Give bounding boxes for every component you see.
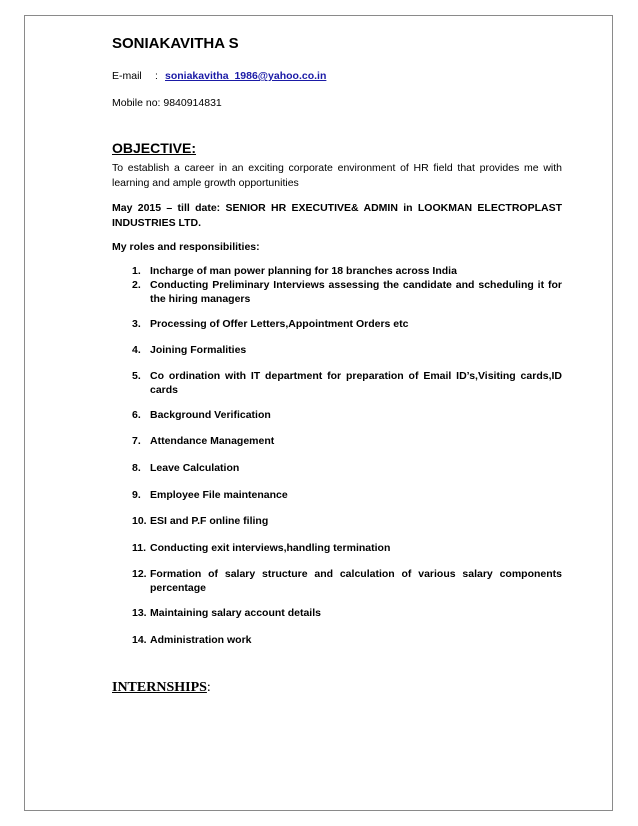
- list-item-number: 3.: [132, 318, 141, 330]
- list-item: [132, 434, 562, 448]
- email-link[interactable]: soniakavitha_1986@yahoo.co.in: [165, 70, 327, 82]
- list-item-text: Maintaining salary account details: [150, 607, 321, 619]
- list-item: [132, 514, 562, 528]
- list-item-text: Administration work: [150, 634, 252, 646]
- list-item: [132, 541, 562, 555]
- list-item-text: Formation of salary structure and calculation of various salary components percentage: [150, 568, 562, 594]
- internships-heading-colon: :: [206, 680, 211, 695]
- job-title: May 2015 – till date: SENIOR HR EXECUTIVE& ADMIN in LOOKMAN ELECTROPLAST INDUSTRIES LTD.: [112, 202, 562, 229]
- list-item-number: 9.: [132, 489, 141, 501]
- list-item-number: 6.: [132, 409, 141, 421]
- list-item-text: Incharge of man power planning for 18 branches across India: [150, 265, 457, 277]
- list-item: [132, 317, 562, 331]
- list-item: [132, 488, 562, 502]
- list-item: [132, 278, 562, 306]
- list-item-number: 11.: [132, 542, 147, 554]
- list-item-text: Conducting exit interviews,handling termination: [150, 542, 391, 554]
- list-item-number: 12.: [132, 568, 147, 580]
- list-item-number: 2.: [132, 279, 141, 291]
- internships-heading: [112, 680, 211, 696]
- list-item: [132, 606, 562, 620]
- list-item: [132, 343, 562, 357]
- list-item-text: Attendance Management: [150, 435, 275, 447]
- list-item: [132, 567, 562, 595]
- objective-text: To establish a career in an exciting corporate environment of HR field that provides me with learning and ample growth opportunities: [112, 162, 562, 189]
- list-item-number: 1.: [132, 265, 141, 277]
- list-item: [132, 408, 562, 422]
- list-item-number: 13.: [132, 607, 147, 619]
- list-item-text: Processing of Offer Letters,Appointment Orders etc: [150, 318, 409, 330]
- list-item-number: 14.: [132, 634, 147, 646]
- email-separator: :: [155, 70, 158, 82]
- list-item-text: Leave Calculation: [150, 462, 240, 474]
- mobile-number: Mobile no: 9840914831: [112, 97, 222, 109]
- list-item-text: Background Verification: [150, 409, 271, 421]
- list-item-text: ESI and P.F online filing: [150, 515, 269, 527]
- list-item: [132, 461, 562, 475]
- roles-heading: My roles and responsibilities:: [112, 241, 260, 253]
- list-item-text: Employee File maintenance: [150, 489, 288, 501]
- list-item-text: Joining Formalities: [150, 344, 247, 356]
- objective-heading: OBJECTIVE:: [112, 140, 197, 156]
- candidate-name: SONIAKAVITHA S: [112, 35, 239, 52]
- list-item: [132, 633, 562, 647]
- email-label: E-mail: [112, 70, 142, 82]
- internships-heading-text: INTERNSHIPS: [112, 680, 207, 695]
- list-item-number: 10.: [132, 515, 147, 527]
- list-item: [132, 369, 562, 397]
- list-item-text: Co ordination with IT department for preparation of Email ID’s,Visiting cards,ID cards: [150, 370, 562, 396]
- list-item-text: Conducting Preliminary Interviews assessing the candidate and scheduling it for the hiring managers: [150, 279, 562, 305]
- list-item-number: 7.: [132, 435, 141, 447]
- list-item: [132, 264, 562, 278]
- list-item-number: 5.: [132, 370, 141, 382]
- list-item-number: 4.: [132, 344, 141, 356]
- list-item-number: 8.: [132, 462, 141, 474]
